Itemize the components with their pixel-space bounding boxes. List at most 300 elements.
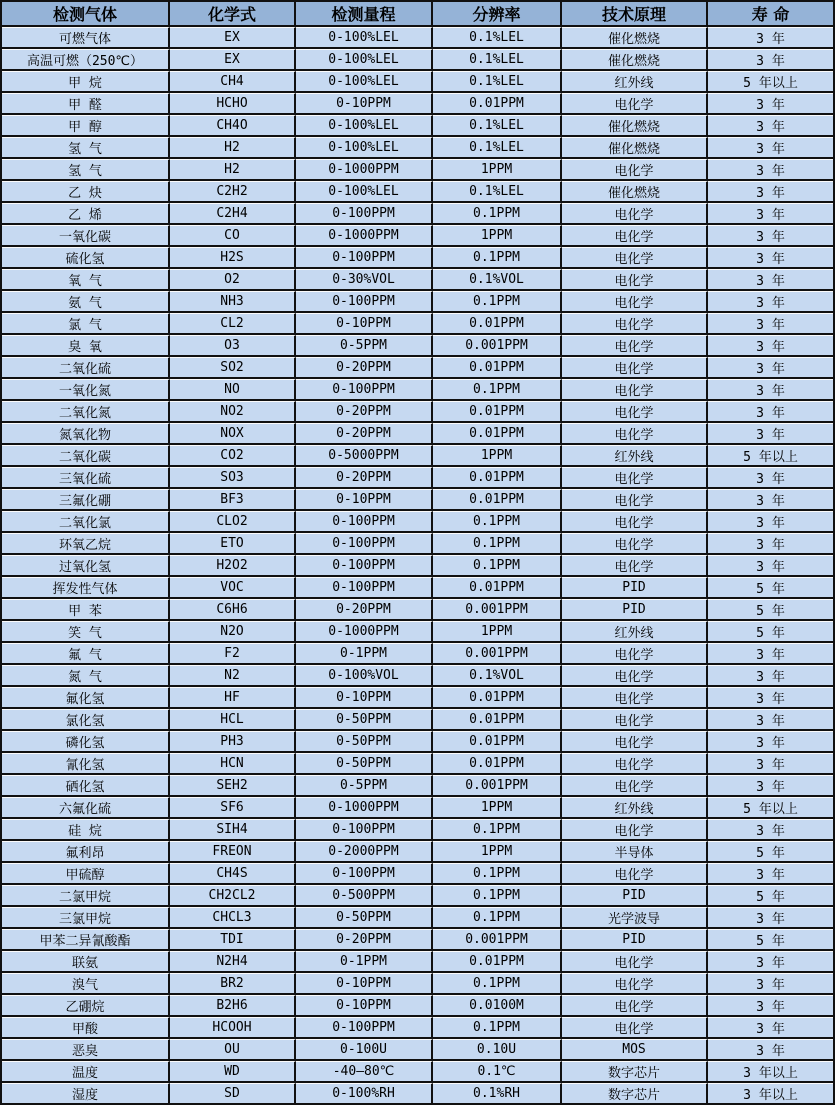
resolution-cell: 0.01PPM — [433, 709, 562, 731]
formula-cell: O3 — [170, 335, 296, 357]
formula-cell: BR2 — [170, 973, 296, 995]
lifespan-cell: 3 年 — [708, 335, 833, 357]
table-row — [2, 115, 833, 137]
table-row — [2, 665, 833, 687]
gas-name-cell: 氨 气 — [2, 291, 170, 313]
table-row — [2, 577, 833, 599]
resolution-cell: 0.01PPM — [433, 687, 562, 709]
resolution-cell: 0.01PPM — [433, 489, 562, 511]
range-cell: 0-100%LEL — [296, 137, 433, 159]
resolution-cell: 0.0100M — [433, 995, 562, 1017]
resolution-cell: 0.001PPM — [433, 775, 562, 797]
principle-cell: 电化学 — [562, 467, 708, 489]
range-cell: 0-1PPM — [296, 951, 433, 973]
formula-cell: NH3 — [170, 291, 296, 313]
gas-name-cell: 二氧化氮 — [2, 401, 170, 423]
formula-cell: HCN — [170, 753, 296, 775]
range-cell: 0-100PPM — [296, 203, 433, 225]
lifespan-cell: 3 年 — [708, 951, 833, 973]
range-cell: 0-100U — [296, 1039, 433, 1061]
range-cell: 0-20PPM — [296, 401, 433, 423]
lifespan-cell: 3 年 — [708, 1039, 833, 1061]
range-cell: -40—80℃ — [296, 1061, 433, 1083]
range-cell: 0-100%LEL — [296, 49, 433, 71]
lifespan-cell: 5 年 — [708, 929, 833, 951]
resolution-cell: 0.1PPM — [433, 885, 562, 907]
resolution-cell: 0.1%LEL — [433, 71, 562, 93]
principle-cell: 电化学 — [562, 335, 708, 357]
principle-cell: 半导体 — [562, 841, 708, 863]
table-row — [2, 445, 833, 467]
table-row — [2, 291, 833, 313]
range-cell: 0-20PPM — [296, 599, 433, 621]
principle-cell: PID — [562, 929, 708, 951]
resolution-cell: 0.01PPM — [433, 467, 562, 489]
lifespan-cell: 5 年 — [708, 621, 833, 643]
lifespan-cell: 3 年 — [708, 863, 833, 885]
range-cell: 0-10PPM — [296, 93, 433, 115]
range-cell: 0-500PPM — [296, 885, 433, 907]
lifespan-cell: 3 年 — [708, 181, 833, 203]
resolution-cell: 0.1%LEL — [433, 181, 562, 203]
table-row — [2, 621, 833, 643]
principle-cell: 电化学 — [562, 247, 708, 269]
table-row — [2, 247, 833, 269]
principle-cell: 电化学 — [562, 511, 708, 533]
formula-cell: HCOOH — [170, 1017, 296, 1039]
lifespan-cell: 3 年 — [708, 357, 833, 379]
gas-name-cell: 甲苯二异氰酸酯 — [2, 929, 170, 951]
lifespan-cell: 3 年 — [708, 203, 833, 225]
principle-cell: 电化学 — [562, 291, 708, 313]
formula-cell: SIH4 — [170, 819, 296, 841]
gas-name-cell: 氢 气 — [2, 137, 170, 159]
gas-name-cell: 氢 气 — [2, 159, 170, 181]
table-row — [2, 1039, 833, 1061]
resolution-cell: 1PPM — [433, 841, 562, 863]
formula-cell: CHCL3 — [170, 907, 296, 929]
formula-cell: O2 — [170, 269, 296, 291]
formula-cell: NO — [170, 379, 296, 401]
principle-cell: 电化学 — [562, 379, 708, 401]
principle-cell: 红外线 — [562, 71, 708, 93]
resolution-cell: 0.1PPM — [433, 819, 562, 841]
resolution-cell: 0.1PPM — [433, 379, 562, 401]
lifespan-cell: 5 年以上 — [708, 797, 833, 819]
lifespan-cell: 3 年 — [708, 731, 833, 753]
principle-cell: 催化燃烧 — [562, 27, 708, 49]
lifespan-cell: 3 年 — [708, 511, 833, 533]
resolution-cell: 0.001PPM — [433, 643, 562, 665]
principle-cell: 电化学 — [562, 401, 708, 423]
principle-cell: 电化学 — [562, 643, 708, 665]
gas-name-cell: 甲 醛 — [2, 93, 170, 115]
column-header-resolution-cell: 分辨率 — [433, 2, 562, 27]
resolution-cell: 0.1PPM — [433, 291, 562, 313]
gas-name-cell: 湿度 — [2, 1083, 170, 1103]
principle-cell: 电化学 — [562, 489, 708, 511]
principle-cell: 电化学 — [562, 951, 708, 973]
formula-cell: FREON — [170, 841, 296, 863]
table-row — [2, 159, 833, 181]
resolution-cell: 0.01PPM — [433, 93, 562, 115]
lifespan-cell: 3 年 — [708, 27, 833, 49]
gas-name-cell: 高温可燃（250℃） — [2, 49, 170, 71]
table-row — [2, 379, 833, 401]
lifespan-cell: 5 年以上 — [708, 445, 833, 467]
table-row — [2, 533, 833, 555]
range-cell: 0-20PPM — [296, 929, 433, 951]
resolution-cell: 0.1PPM — [433, 203, 562, 225]
gas-name-cell: 臭 氧 — [2, 335, 170, 357]
range-cell: 0-10PPM — [296, 489, 433, 511]
lifespan-cell: 5 年 — [708, 599, 833, 621]
gas-name-cell: 硒化氢 — [2, 775, 170, 797]
principle-cell: 电化学 — [562, 93, 708, 115]
formula-cell: CO — [170, 225, 296, 247]
formula-cell: WD — [170, 1061, 296, 1083]
formula-cell: CO2 — [170, 445, 296, 467]
table-row — [2, 973, 833, 995]
gas-name-cell: 二氯甲烷 — [2, 885, 170, 907]
lifespan-cell: 3 年 — [708, 423, 833, 445]
formula-cell: CL2 — [170, 313, 296, 335]
range-cell: 0-100PPM — [296, 819, 433, 841]
resolution-cell: 0.1PPM — [433, 863, 562, 885]
range-cell: 0-5000PPM — [296, 445, 433, 467]
principle-cell: 催化燃烧 — [562, 181, 708, 203]
range-cell: 0-100%LEL — [296, 181, 433, 203]
resolution-cell: 0.01PPM — [433, 313, 562, 335]
gas-name-cell: 二氧化氯 — [2, 511, 170, 533]
principle-cell: 电化学 — [562, 203, 708, 225]
gas-name-cell: 乙 炔 — [2, 181, 170, 203]
range-cell: 0-100PPM — [296, 247, 433, 269]
formula-cell: CH4S — [170, 863, 296, 885]
table-row — [2, 643, 833, 665]
principle-cell: 电化学 — [562, 533, 708, 555]
table-row — [2, 27, 833, 49]
formula-cell: NOX — [170, 423, 296, 445]
principle-cell: 电化学 — [562, 995, 708, 1017]
principle-cell: 电化学 — [562, 687, 708, 709]
lifespan-cell: 3 年 — [708, 995, 833, 1017]
lifespan-cell: 3 年 — [708, 401, 833, 423]
principle-cell: MOS — [562, 1039, 708, 1061]
table-row — [2, 885, 833, 907]
lifespan-cell: 3 年 — [708, 225, 833, 247]
lifespan-cell: 5 年以上 — [708, 71, 833, 93]
range-cell: 0-20PPM — [296, 423, 433, 445]
formula-cell: CH2CL2 — [170, 885, 296, 907]
formula-cell: HCL — [170, 709, 296, 731]
range-cell: 0-100PPM — [296, 291, 433, 313]
gas-name-cell: 过氧化氢 — [2, 555, 170, 577]
lifespan-cell: 3 年 — [708, 137, 833, 159]
range-cell: 0-100PPM — [296, 577, 433, 599]
resolution-cell: 0.01PPM — [433, 951, 562, 973]
resolution-cell: 0.1PPM — [433, 511, 562, 533]
range-cell: 0-50PPM — [296, 907, 433, 929]
formula-cell: ETO — [170, 533, 296, 555]
range-cell: 0-1000PPM — [296, 225, 433, 247]
resolution-cell: 0.001PPM — [433, 335, 562, 357]
gas-name-cell: 氟 气 — [2, 643, 170, 665]
formula-cell: TDI — [170, 929, 296, 951]
column-header-formula-cell: 化学式 — [170, 2, 296, 27]
table-row — [2, 71, 833, 93]
resolution-cell: 0.01PPM — [433, 423, 562, 445]
column-header-lifespan-cell: 寿 命 — [708, 2, 833, 27]
principle-cell: 电化学 — [562, 731, 708, 753]
table-row — [2, 753, 833, 775]
lifespan-cell: 3 年 — [708, 687, 833, 709]
lifespan-cell: 3 年 — [708, 269, 833, 291]
lifespan-cell: 3 年 — [708, 467, 833, 489]
principle-cell: 催化燃烧 — [562, 115, 708, 137]
formula-cell: HCHO — [170, 93, 296, 115]
lifespan-cell: 3 年 — [708, 489, 833, 511]
gas-name-cell: 氰化氢 — [2, 753, 170, 775]
formula-cell: B2H6 — [170, 995, 296, 1017]
resolution-cell: 1PPM — [433, 621, 562, 643]
formula-cell: H2O2 — [170, 555, 296, 577]
gas-name-cell: 甲酸 — [2, 1017, 170, 1039]
formula-cell: VOC — [170, 577, 296, 599]
formula-cell: C2H4 — [170, 203, 296, 225]
range-cell: 0-100PPM — [296, 379, 433, 401]
table-row — [2, 467, 833, 489]
table-row — [2, 841, 833, 863]
range-cell: 0-10PPM — [296, 995, 433, 1017]
lifespan-cell: 5 年 — [708, 885, 833, 907]
table-row — [2, 335, 833, 357]
gas-name-cell: 甲 醇 — [2, 115, 170, 137]
range-cell: 0-100%VOL — [296, 665, 433, 687]
table-body — [2, 27, 833, 1103]
table-row — [2, 49, 833, 71]
formula-cell: SO3 — [170, 467, 296, 489]
gas-name-cell: 笑 气 — [2, 621, 170, 643]
lifespan-cell: 5 年 — [708, 577, 833, 599]
formula-cell: SD — [170, 1083, 296, 1103]
resolution-cell: 0.1%VOL — [433, 269, 562, 291]
formula-cell: EX — [170, 49, 296, 71]
lifespan-cell: 3 年 — [708, 115, 833, 137]
resolution-cell: 1PPM — [433, 445, 562, 467]
principle-cell: 电化学 — [562, 159, 708, 181]
table-row — [2, 93, 833, 115]
table-row — [2, 907, 833, 929]
table-row — [2, 225, 833, 247]
lifespan-cell: 5 年 — [708, 841, 833, 863]
formula-cell: CH4 — [170, 71, 296, 93]
formula-cell: CH4O — [170, 115, 296, 137]
range-cell: 0-50PPM — [296, 709, 433, 731]
formula-cell: EX — [170, 27, 296, 49]
gas-name-cell: 二氧化硫 — [2, 357, 170, 379]
principle-cell: 电化学 — [562, 863, 708, 885]
formula-cell: F2 — [170, 643, 296, 665]
range-cell: 0-1PPM — [296, 643, 433, 665]
principle-cell: 电化学 — [562, 555, 708, 577]
principle-cell: 电化学 — [562, 819, 708, 841]
principle-cell: PID — [562, 885, 708, 907]
resolution-cell: 0.1PPM — [433, 555, 562, 577]
resolution-cell: 0.1PPM — [433, 907, 562, 929]
resolution-cell: 0.1%RH — [433, 1083, 562, 1103]
resolution-cell: 0.1PPM — [433, 533, 562, 555]
table-row — [2, 489, 833, 511]
formula-cell: NO2 — [170, 401, 296, 423]
resolution-cell: 0.01PPM — [433, 357, 562, 379]
table-row — [2, 511, 833, 533]
table-row — [2, 819, 833, 841]
lifespan-cell: 3 年 — [708, 753, 833, 775]
resolution-cell: 0.001PPM — [433, 929, 562, 951]
lifespan-cell: 3 年 — [708, 247, 833, 269]
resolution-cell: 0.1%LEL — [433, 115, 562, 137]
lifespan-cell: 3 年 — [708, 379, 833, 401]
table-row — [2, 599, 833, 621]
gas-name-cell: 硫化氢 — [2, 247, 170, 269]
formula-cell: N2H4 — [170, 951, 296, 973]
principle-cell: 催化燃烧 — [562, 137, 708, 159]
range-cell: 0-10PPM — [296, 687, 433, 709]
range-cell: 0-100PPM — [296, 1017, 433, 1039]
resolution-cell: 0.001PPM — [433, 599, 562, 621]
range-cell: 0-20PPM — [296, 357, 433, 379]
resolution-cell: 0.1%LEL — [433, 27, 562, 49]
principle-cell: 电化学 — [562, 423, 708, 445]
formula-cell: N2O — [170, 621, 296, 643]
range-cell: 0-50PPM — [296, 753, 433, 775]
principle-cell: 电化学 — [562, 973, 708, 995]
range-cell: 0-30%VOL — [296, 269, 433, 291]
table-row — [2, 1017, 833, 1039]
lifespan-cell: 3 年 — [708, 819, 833, 841]
table-row — [2, 1061, 833, 1083]
principle-cell: 电化学 — [562, 665, 708, 687]
lifespan-cell: 3 年 — [708, 643, 833, 665]
lifespan-cell: 3 年 — [708, 49, 833, 71]
range-cell: 0-20PPM — [296, 467, 433, 489]
lifespan-cell: 3 年 — [708, 907, 833, 929]
table-row — [2, 709, 833, 731]
principle-cell: 电化学 — [562, 1017, 708, 1039]
principle-cell: 电化学 — [562, 269, 708, 291]
table-row — [2, 555, 833, 577]
principle-cell: 红外线 — [562, 797, 708, 819]
table-row — [2, 687, 833, 709]
resolution-cell: 1PPM — [433, 797, 562, 819]
gas-name-cell: 联氨 — [2, 951, 170, 973]
table-row — [2, 181, 833, 203]
resolution-cell: 0.10U — [433, 1039, 562, 1061]
range-cell: 0-5PPM — [296, 335, 433, 357]
gas-name-cell: 一氧化氮 — [2, 379, 170, 401]
formula-cell: N2 — [170, 665, 296, 687]
lifespan-cell: 3 年 — [708, 313, 833, 335]
table-row — [2, 775, 833, 797]
gas-name-cell: 三氧化硫 — [2, 467, 170, 489]
lifespan-cell: 3 年以上 — [708, 1083, 833, 1103]
resolution-cell: 0.1%LEL — [433, 137, 562, 159]
gas-name-cell: 甲 烷 — [2, 71, 170, 93]
resolution-cell: 0.1PPM — [433, 973, 562, 995]
gas-name-cell: 温度 — [2, 1061, 170, 1083]
formula-cell: C6H6 — [170, 599, 296, 621]
principle-cell: 电化学 — [562, 357, 708, 379]
formula-cell: PH3 — [170, 731, 296, 753]
lifespan-cell: 3 年 — [708, 159, 833, 181]
resolution-cell: 0.1PPM — [433, 1017, 562, 1039]
range-cell: 0-1000PPM — [296, 797, 433, 819]
principle-cell: 数字芯片 — [562, 1061, 708, 1083]
gas-name-cell: 氧 气 — [2, 269, 170, 291]
lifespan-cell: 3 年 — [708, 665, 833, 687]
lifespan-cell: 3 年 — [708, 709, 833, 731]
range-cell: 0-2000PPM — [296, 841, 433, 863]
table-row — [2, 401, 833, 423]
gas-name-cell: 一氧化碳 — [2, 225, 170, 247]
gas-name-cell: 恶臭 — [2, 1039, 170, 1061]
table-row — [2, 137, 833, 159]
range-cell: 0-50PPM — [296, 731, 433, 753]
principle-cell: 数字芯片 — [562, 1083, 708, 1103]
lifespan-cell: 3 年 — [708, 93, 833, 115]
lifespan-cell: 3 年 — [708, 973, 833, 995]
gas-name-cell: 挥发性气体 — [2, 577, 170, 599]
lifespan-cell: 3 年 — [708, 1017, 833, 1039]
principle-cell: 电化学 — [562, 225, 708, 247]
table-header — [2, 2, 833, 27]
resolution-cell: 0.01PPM — [433, 577, 562, 599]
gas-name-cell: 氟利昂 — [2, 841, 170, 863]
table-row — [2, 203, 833, 225]
range-cell: 0-100PPM — [296, 555, 433, 577]
gas-name-cell: 三氯甲烷 — [2, 907, 170, 929]
resolution-cell: 0.01PPM — [433, 731, 562, 753]
formula-cell: H2 — [170, 159, 296, 181]
range-cell: 0-100PPM — [296, 511, 433, 533]
gas-name-cell: 溴气 — [2, 973, 170, 995]
formula-cell: HF — [170, 687, 296, 709]
table-row — [2, 1083, 833, 1103]
resolution-cell: 0.01PPM — [433, 401, 562, 423]
principle-cell: 红外线 — [562, 621, 708, 643]
table-row — [2, 797, 833, 819]
resolution-cell: 0.1℃ — [433, 1061, 562, 1083]
principle-cell: 电化学 — [562, 753, 708, 775]
gas-name-cell: 乙硼烷 — [2, 995, 170, 1017]
table-row — [2, 423, 833, 445]
resolution-cell: 0.1%VOL — [433, 665, 562, 687]
principle-cell: 光学波导 — [562, 907, 708, 929]
range-cell: 0-5PPM — [296, 775, 433, 797]
formula-cell: BF3 — [170, 489, 296, 511]
range-cell: 0-100%LEL — [296, 115, 433, 137]
lifespan-cell: 3 年 — [708, 291, 833, 313]
range-cell: 0-1000PPM — [296, 159, 433, 181]
principle-cell: 红外线 — [562, 445, 708, 467]
principle-cell: 电化学 — [562, 775, 708, 797]
table-row — [2, 929, 833, 951]
gas-name-cell: 乙 烯 — [2, 203, 170, 225]
resolution-cell: 0.01PPM — [433, 753, 562, 775]
table-row — [2, 357, 833, 379]
formula-cell: H2S — [170, 247, 296, 269]
